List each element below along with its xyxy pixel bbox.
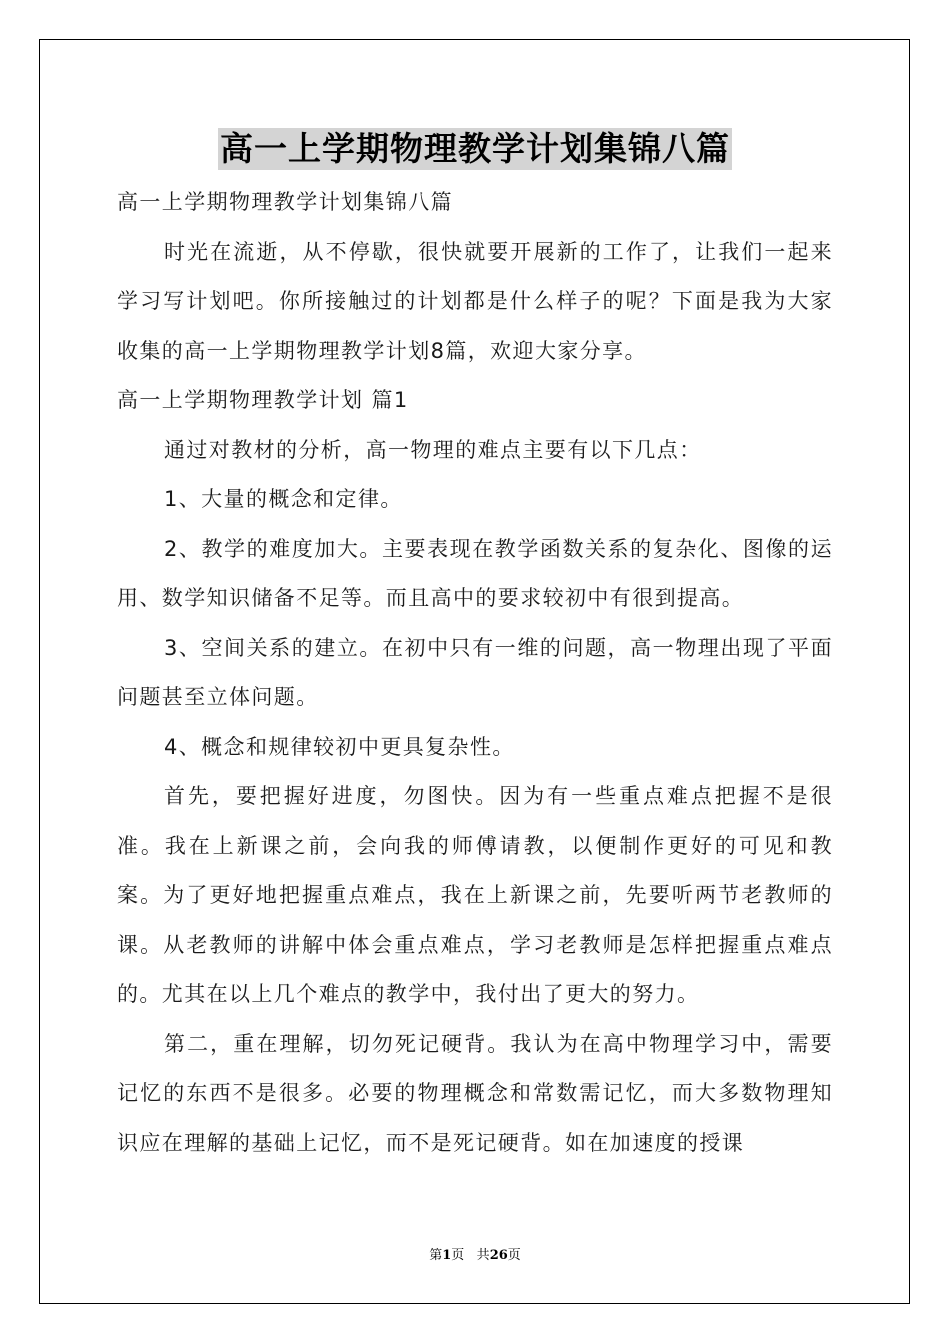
footer-page-suffix: 页 <box>451 1248 465 1263</box>
paragraph: 首先，要把握好进度，勿图快。因为有一些重点难点把握不是很准。我在上新课之前，会向我的师傅请教，以便制作更好的可见和教案。为了更好地把握重点难点，我在上新课之前，先要听两节老教师的课。从老教师的讲解中体会重点难点，学习老教师是怎样把握重点难点的。尤其在以上几个难点的教学中，我付出了更大的努力。 <box>117 784 833 1006</box>
page-footer <box>0 1244 950 1263</box>
list-item: 3、空间关系的建立。在初中只有一维的问题，高一物理出现了平面问题甚至立体问题。 <box>117 635 833 709</box>
document-body <box>117 178 833 1168</box>
current-page-number: 1 <box>442 1248 452 1263</box>
section-heading: 高一上学期物理教学计划 篇1 <box>117 388 409 412</box>
title-container <box>0 128 950 170</box>
list-item: 2、教学的难度加大。主要表现在教学函数关系的复杂化、图像的运用、数学知识储备不足等。而且高中的要求较初中有很到提高。 <box>117 536 833 610</box>
paragraph: 通过对教材的分析，高一物理的难点主要有以下几点： <box>164 437 702 462</box>
paragraph: 第二，重在理解，切勿死记硬背。我认为在高中物理学习中，需要记忆的东西不是很多。必要的物理概念和常数需记忆，而大多数物理知识应在理解的基础上记忆，而不是死记硬背。如在加速度的授课 <box>117 1031 833 1155</box>
footer-total-suffix: 页 <box>507 1248 521 1263</box>
list-item: 1、大量的概念和定律。 <box>164 487 403 511</box>
list-item: 4、概念和规律较初中更具复杂性。 <box>164 734 515 759</box>
paragraph: 高一上学期物理教学计划集锦八篇 <box>117 190 453 214</box>
paragraph: 时光在流逝，从不停歇，很快就要开展新的工作了，让我们一起来学习写计划吧。你所接触过的计划都是什么样子的呢？下面是我为大家收集的高一上学期物理教学计划8篇，欢迎大家分享。 <box>117 239 833 363</box>
footer-total-prefix: 共 <box>476 1248 490 1263</box>
total-page-count: 26 <box>489 1248 508 1263</box>
document-title: 高一上学期物理教学计划集锦八篇 <box>220 129 730 168</box>
footer-prefix: 第 <box>429 1248 443 1263</box>
